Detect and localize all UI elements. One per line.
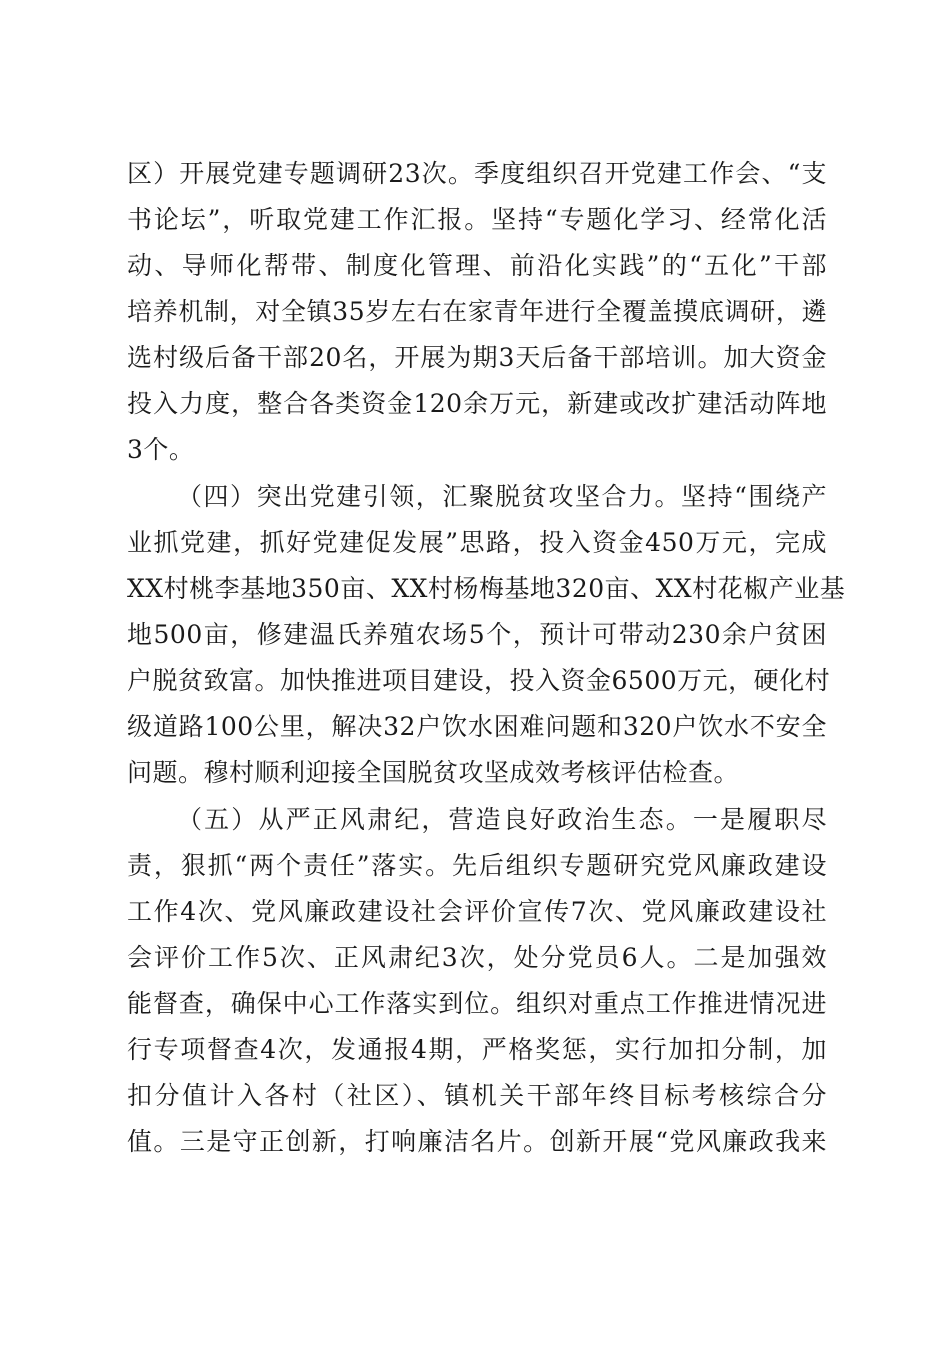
paragraph-line: XX村桃李基地350亩、XX村杨梅基地320亩、XX村花椒产业基 [127, 574, 846, 603]
paragraph-line: 培养机制，对全镇35岁左右在家青年进行全覆盖摸底调研，遴 [127, 297, 827, 326]
paragraph-line: 值。三是守正创新，打响廉洁名片。创新开展“党风廉政我来 [127, 1127, 827, 1156]
paragraph-line: 选村级后备干部20名，开展为期3天后备干部培训。加大资金 [127, 343, 827, 372]
section-heading-line: （四）突出党建引领，汇聚脱贫攻坚合力。坚持“围绕产 [177, 482, 827, 511]
paragraph-line: 能督查，确保中心工作落实到位。组织对重点工作推进情况进 [127, 989, 827, 1018]
paragraph-line: 业抓党建，抓好党建促发展”思路，投入资金450万元，完成 [127, 528, 827, 557]
paragraph-line: 3个。 [127, 435, 195, 464]
paragraph-line: 问题。穆村顺利迎接全国脱贫攻坚成效考核评估检查。 [127, 758, 740, 787]
paragraph-line: 书论坛”，听取党建工作汇报。坚持“专题化学习、经常化活 [127, 205, 827, 234]
paragraph-line: 投入力度，整合各类资金120余万元，新建或改扩建活动阵地 [127, 389, 827, 418]
section-heading-line: （五）从严正风肃纪，营造良好政治生态。一是履职尽 [177, 805, 827, 834]
paragraph-line: 级道路100公里，解决32户饮水困难问题和320户饮水不安全 [127, 712, 827, 741]
paragraph-line: 工作4次、党风廉政建设社会评价宣传7次、党风廉政建设社 [127, 897, 827, 926]
paragraph-line: 行专项督查4次，发通报4期，严格奖惩，实行加扣分制，加 [127, 1035, 827, 1064]
paragraph-line: 户脱贫致富。加快推进项目建设，投入资金6500万元，硬化村 [127, 666, 831, 695]
paragraph-line: 区）开展党建专题调研23次。季度组织召开党建工作会、“支 [127, 159, 827, 188]
paragraph-line: 地500亩，修建温氏养殖农场5个，预计可带动230余户贫困 [127, 620, 827, 649]
paragraph-line: 会评价工作5次、正风肃纪3次，处分党员6人。二是加强效 [127, 943, 827, 972]
paragraph-line: 责，狠抓“两个责任”落实。先后组织专题研究党风廉政建设 [127, 851, 827, 880]
paragraph-line: 动、导师化帮带、制度化管理、前沿化实践”的“五化”干部 [127, 251, 827, 280]
paragraph-line: 扣分值计入各村（社区）、镇机关干部年终目标考核综合分 [127, 1081, 827, 1110]
